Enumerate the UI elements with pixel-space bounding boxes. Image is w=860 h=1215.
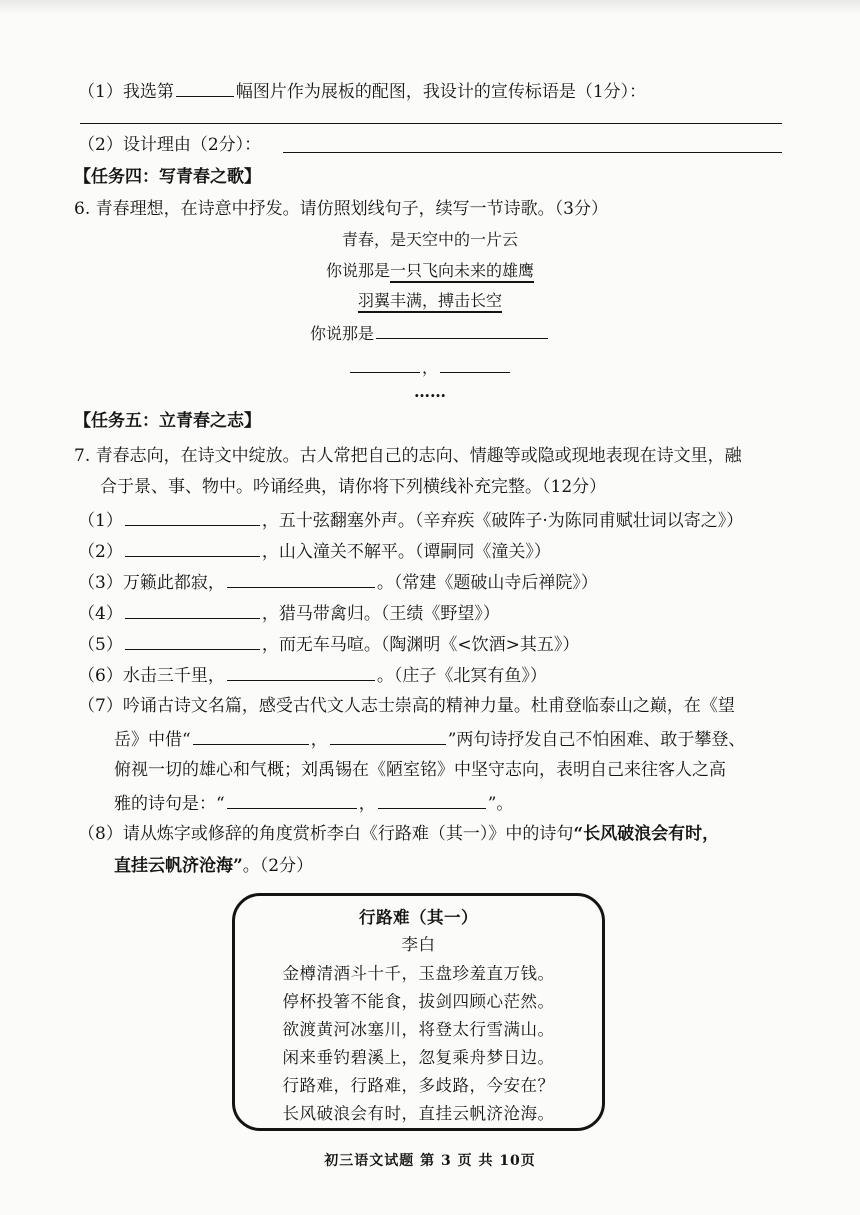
item-text: 。（2分） [242, 856, 314, 876]
item-number: （3） [78, 573, 123, 593]
poem-line-2 [0, 259, 860, 283]
punctuation: ， [310, 730, 328, 750]
item-text: 雅的诗句是：“ [114, 794, 225, 814]
quoted-verse: 直挂云帆济沧海” [114, 856, 243, 876]
poem-verse: 金樽清酒斗十千，玉盘珍羞直万钱。 [282, 964, 555, 983]
task-5-heading: 【任务五：立青春之志】 [74, 411, 261, 431]
punctuation: ， [421, 358, 438, 377]
question-5-1 [78, 78, 790, 104]
underlined-sentence: 一只飞向未来的雄鹰 [390, 261, 535, 280]
item-text: 万籁此都寂， [122, 573, 225, 593]
question-7-item-8-cont [114, 854, 790, 878]
page-footer: 初三语文试题 第 3 页 共 10页 [324, 1153, 536, 1169]
answer-line[interactable] [80, 123, 782, 124]
poem-line-3 [0, 289, 860, 313]
answer-blank[interactable] [440, 354, 510, 373]
answer-blank[interactable] [376, 320, 548, 339]
question-text: 幅图片作为展板的配图，我设计的宣传标语是（1分）： [235, 82, 647, 102]
answer-blank[interactable] [125, 538, 260, 557]
answer-blank[interactable] [176, 78, 234, 97]
question-7-item-8 [78, 822, 790, 846]
poem-line-4 [0, 320, 860, 346]
poem-verse: 闲来垂钓碧溪上，忽复乘舟梦日边。 [282, 1048, 555, 1067]
item-text: ，山入潼关不解平。（谭嗣同《潼关》） [261, 542, 551, 562]
ellipsis: …… [414, 382, 446, 401]
item-text: ”两句诗抒发自己不怕困难、敢于攀登、 [447, 730, 746, 750]
item-text: 岳》中借“ [114, 730, 191, 750]
poem-title: 行路难（其一） [359, 908, 478, 927]
scan-shadow [0, 0, 860, 14]
item-text: ，五十弦翻塞外声。（辛弃疾《破阵子·为陈同甫赋壮词以寄之》） [261, 511, 744, 531]
poem-line-5 [0, 354, 860, 380]
item-number: （4） [78, 604, 123, 624]
question-7-item-2 [78, 538, 790, 564]
question-7-item-1 [78, 507, 790, 533]
poem-verse: 长风破浪会有时，直挂云帆济沧海。 [282, 1104, 555, 1123]
underlined-sentence: 羽翼丰满，搏击长空 [357, 291, 502, 310]
answer-blank[interactable] [125, 631, 260, 650]
question-7-intro: 7. 青春志向，在诗文中绽放。古人常把自己的志向、情趣等或隐或现地表现在诗文里，融 [74, 446, 742, 466]
poem-verse: 欲渡黄河冰塞川，将登太行雪满山。 [282, 1020, 555, 1039]
question-7-item-7-cont: 俯视一切的雄心和气概；刘禹锡在《陋室铭》中坚守志向，表明自己来往客人之高 [114, 760, 726, 780]
quoted-verse: “长风破浪会有时， [573, 824, 720, 844]
question-7-item-4 [78, 600, 790, 626]
poem-text: 你说那是 [325, 261, 390, 280]
question-7-item-7-cont [114, 726, 790, 752]
question-text: （1）我选第 [78, 82, 174, 102]
item-text: ，猎马带禽归。（王绩《野望》） [261, 604, 500, 624]
task-4-heading: 【任务四：写青春之歌】 [74, 167, 261, 187]
item-text: ，而无车马喧。（陶渊明《<饮酒>其五》） [261, 635, 580, 655]
answer-blank[interactable] [227, 569, 375, 588]
poem-verse: 停杯投箸不能食，拔剑四顾心茫然。 [282, 992, 555, 1011]
question-text: （2）设计理由（2分）： [78, 135, 262, 155]
answer-blank[interactable] [193, 726, 309, 745]
answer-blank[interactable] [330, 726, 446, 745]
item-number: （1） [78, 511, 123, 531]
answer-blank[interactable] [227, 790, 357, 809]
item-number: （6） [78, 666, 123, 686]
question-7-item-7: （7）吟诵古诗文名篇，感受古代文人志士崇高的精神力量。杜甫登临泰山之巅，在《望 [78, 696, 735, 716]
item-number: （2） [78, 542, 123, 562]
answer-blank[interactable] [125, 507, 260, 526]
question-7-intro-cont: 合于景、事、物中。吟诵经典，请你将下列横线补充完整。（12分） [100, 477, 607, 497]
question-6-prompt: 6. 青春理想，在诗意中抒发。请仿照划线句子，续写一节诗歌。（3分） [74, 199, 608, 219]
question-5-2 [78, 133, 790, 157]
question-7-item-3 [78, 569, 790, 595]
item-text: 。（常建《题破山寺后禅院》） [376, 573, 598, 593]
item-text: 。（庄子《北冥有鱼》） [376, 666, 547, 686]
item-text: ”。 [487, 794, 514, 814]
item-number: （5） [78, 635, 123, 655]
question-7-item-6 [78, 662, 790, 688]
answer-line[interactable] [283, 152, 782, 153]
question-7-item-5 [78, 631, 790, 657]
poem-text: 你说那是 [309, 324, 374, 343]
item-text: （8）请从炼字或修辞的角度赏析李白《行路难（其一）》中的诗句 [78, 824, 574, 844]
answer-blank[interactable] [125, 600, 260, 619]
poem-verse: 行路难，行路难，多歧路，今安在？ [282, 1076, 555, 1095]
poem-line-1: 青春，是天空中的一片云 [341, 230, 518, 249]
question-7-item-7-cont [114, 790, 790, 816]
answer-blank[interactable] [378, 790, 486, 809]
item-text: 水击三千里， [122, 666, 225, 686]
answer-blank[interactable] [350, 354, 420, 373]
answer-blank[interactable] [227, 662, 375, 681]
punctuation: ， [358, 794, 376, 814]
poem-box [232, 893, 605, 1131]
poem-author: 李白 [401, 935, 436, 954]
